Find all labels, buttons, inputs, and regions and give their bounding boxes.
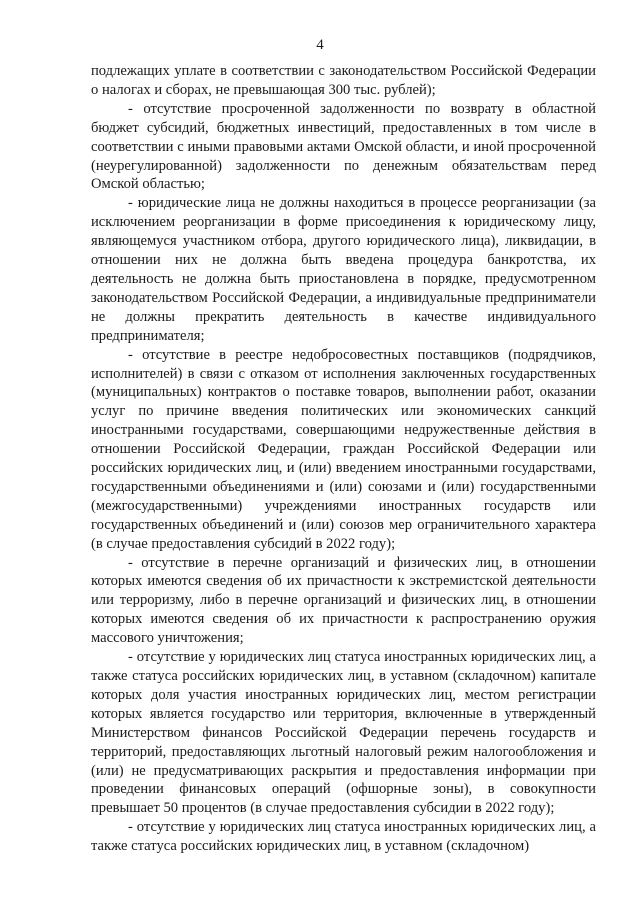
page-number: 4 xyxy=(316,37,324,53)
paragraph-continuation: подлежащих уплате в соответствии с законодательством Российской Федерации о налогах и сборах, не превышающая 300 тыс. рублей); xyxy=(91,63,596,98)
paragraph-extremism-list: - отсутствие в перечне организаций и физических лиц, в отношении которых имеются сведения об их причастности к экстремистской деятельности или терроризму, либо в перечне организаций и физических лиц, в отношении которых имеются сведения об их причастности к распространению оружия массового уничтожения; xyxy=(91,554,596,647)
document-body xyxy=(91,62,596,856)
paragraph-offshore-status-continued: - отсутствие у юридических лиц статуса иностранных юридических лиц, а также статуса российских юридических лиц, в уставном (складочном) xyxy=(91,819,596,855)
paragraph-unfair-suppliers-registry: - отсутствие в реестре недобросовестных поставщиков (подрядчиков, исполнителей) в связи с отказом от исполнения заключенных государственных (муниципальных) контрактов о поставке товаров, выполнении работ, оказании услуг по причине введения политических или экономических санкций иностранными государствами, совершающими недружественные действия в отношении Российской Федерации, граждан Российской Федерации или российских юридических лиц, и (или) введением иностранными государствами, государственными объединениями и (или) союзами и (или) государственными (межгосударственными) учреждениями иностранных государств или государственных объединений и (или) союзов мер ограничительного характера (в случае предоставления субсидий в 2022 году); xyxy=(91,346,596,552)
paragraph-no-reorganization: - юридические лица не должны находиться в процессе реорганизации (за исключением реорганизации в форме присоединения к юридическому лицу, являющемуся участником отбора, другого юридического лица), ликвидации, в отношении них не должна быть введена процедура банкротства, их деятельность не должна быть приостановлена в порядке, предусмотренном законодательством Российской Федерации, а индивидуальные предприниматели не должны прекратить деятельность в качестве индивидуального предпринимателя; xyxy=(91,195,596,344)
paragraph-no-overdue-debt: - отсутствие просроченной задолженности по возврату в областной бюджет субсидий, бюджетных инвестиций, предоставленных в том числе в соответствии с иными правовыми актами Омской области, и иной просроченной (неурегулированной) задолженности по денежным обязательствам перед Омской областью; xyxy=(91,100,596,193)
paragraph-offshore-status: - отсутствие у юридических лиц статуса иностранных юридических лиц, а также статуса российских юридических лиц, в уставном (складочном) капитале которых доля участия иностранных юридических лиц, местом регистрации которых является государство или территория, включенные в утвержденный Министерством финансов Российской Федерации перечень государств и территорий, предоставляющих льготный налоговый режим налогообложения и (или) не предусматривающих раскрытия и предоставления информации при проведении финансовых операций (офшорные зоны), в совокупности превышает 50 процентов (в случае предоставления субсидии в 2022 году); xyxy=(91,649,596,817)
